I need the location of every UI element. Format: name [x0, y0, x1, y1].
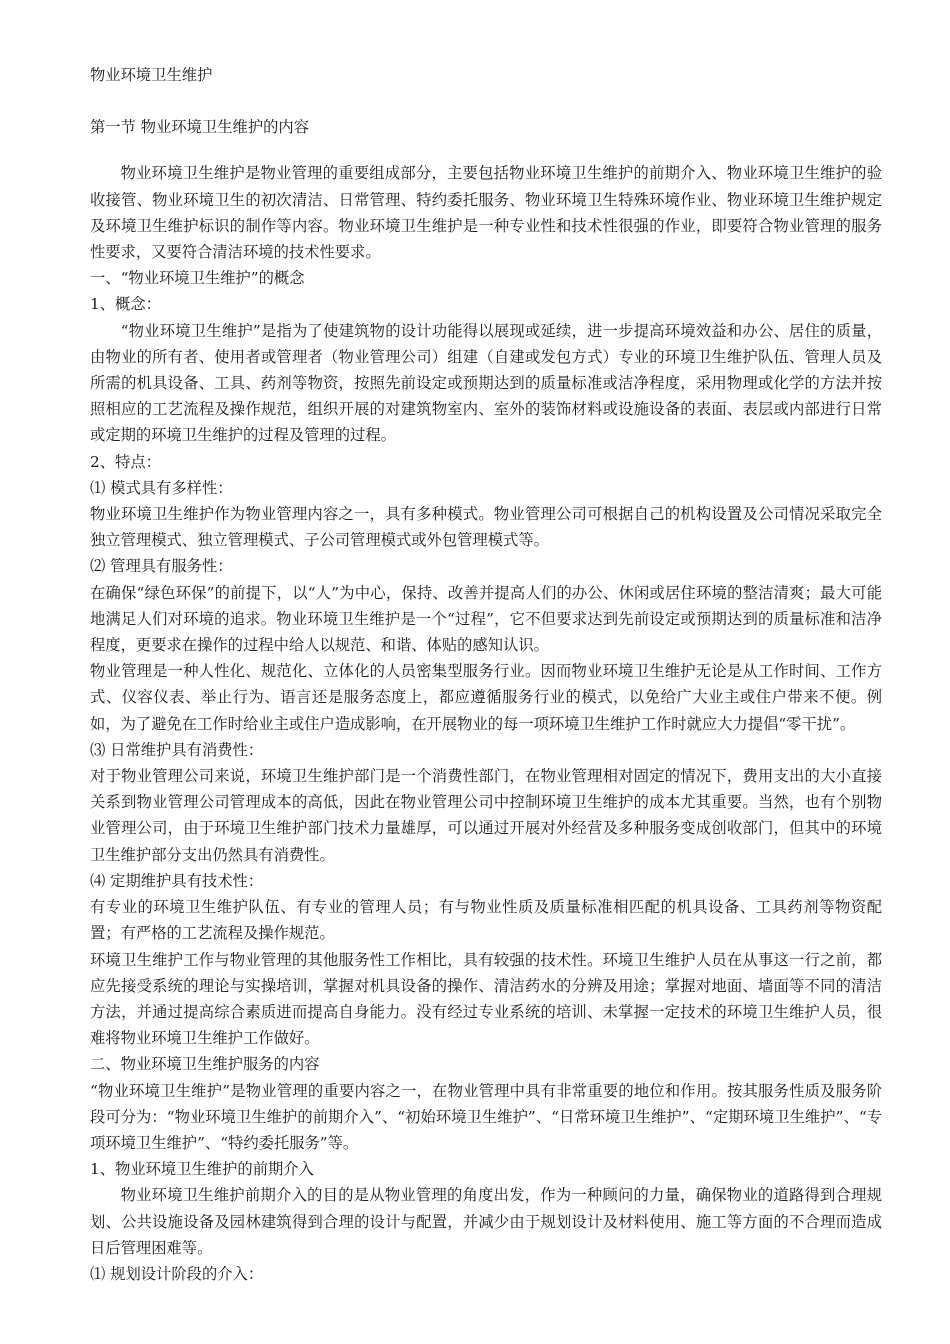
subheading: 1、概念： [90, 295, 161, 314]
subheading: 1、物业环境卫生维护的前期介入 [90, 1160, 314, 1179]
body-paragraph: “物业环境卫生维护”是物业管理的重要内容之一，在物业管理中具有非常重要的地位和作用。按其服务性质及服务阶段可分为：“物业环境卫生维护的前期介入”、“初始环境卫生维护”、“日常环境卫生维护”、“定期环境卫生维护”、“专项环境卫生维护”、“特约委托服务”等。 [90, 1081, 882, 1152]
body-paragraph: 对于物业管理公司来说，环境卫生维护部门是一个消费性部门，在物业管理相对固定的情况下，费用支出的大小直接关系到物业管理公司管理成本的高低，因此在物业管理公司中控制环境卫生维护的成本尤其重要。当然，也有个别物业管理公司，由于环境卫生维护部门技术力量雄厚，可以通过开展对外经营及多种服务变成创收部门，但其中的环境卫生维护部分支出仍然具有消费性。 [90, 767, 882, 864]
subheading: 2、特点： [90, 452, 161, 471]
document-page [90, 62, 882, 1287]
body-paragraph: 在确保“绿色环保”的前提下，以“人”为中心，保持、改善并提高人们的办公、休闲或居住环境的整洁清爽；最大可能地满足人们对环境的追求。物业环境卫生维护是一个“过程”，它不但要求达到先前设定或预期达到的质量标准和洁净程度，更要求在操作的过程中给人以规范、和谐、体贴的感知认识。 [90, 583, 882, 655]
list-heading: ⑴ 规划设计阶段的介入： [90, 1264, 264, 1283]
body-paragraph: 环境卫生维护工作与物业管理的其他服务性工作相比，具有较强的技术性。环境卫生维护人员在从事这一行之前，都应先接受系统的理论与实操培训，掌握对机具设备的操作、清洁药水的分辨及用途；掌握对地面、墙面等不同的清洁方法，并通过提高综合素质进而提高自身能力。没有经过专业系统的培训、未掌握一定技术的环境卫生维护人员，很难将物业环境卫生维护工作做好。 [90, 950, 882, 1048]
heading: 二、物业环境卫生维护服务的内容 [90, 1055, 320, 1074]
document-title: 物业环境卫生维护 [90, 66, 213, 84]
body-paragraph: 物业环境卫生维护作为物业管理内容之一，具有多种模式。物业管理公司可根据自己的机构设置及公司情况采取完全独立管理模式、独立管理模式、子公司管理模式或外包管理模式等。 [90, 505, 882, 550]
spacer [90, 88, 882, 114]
list-heading: ⑵ 管理具有服务性： [90, 557, 233, 576]
spacer [90, 140, 882, 160]
list-heading: ⑴ 模式具有多样性： [90, 478, 233, 497]
body-paragraph: 有专业的环境卫生维护队伍、有专业的管理人员；有与物业性质及质量标准相匹配的机具设备、工具药剂等物资配置；有严格的工艺流程及操作规范。 [90, 898, 882, 943]
list-heading: ⑷ 定期维护具有技术性： [90, 871, 264, 890]
body-paragraph: 物业管理是一种人性化、规范化、立体化的人员密集型服务行业。因而物业环境卫生维护无论是从工作时间、工作方式、仪容仪表、举止行为、语言还是服务态度上，都应遵循服务行业的模式，以免给广大业主或住户带来不便。例如，为了避免在工作时给业主或住户造成影响，在开展物业的每一项环境卫生维护工作时就应大力提倡“零干扰”。 [90, 662, 882, 733]
section-title: 第一节 物业环境卫生维护的内容 [90, 118, 310, 137]
heading: 一、“物业环境卫生维护”的概念 [90, 269, 305, 288]
body-paragraph: 物业环境卫生维护前期介入的目的是从物业管理的角度出发，作为一种顾问的力量，确保物业的道路得到合理规划、公共设施设备及园林建筑得到合理的设计与配置，并减少由于规划设计及材料使用、施工等方面的不合理而造成日后管理困难等。 [90, 1186, 882, 1257]
body-paragraph: 物业环境卫生维护是物业管理的重要组成部分，主要包括物业环境卫生维护的前期介入、物业环境卫生维护的验收接管、物业环境卫生的初次清洁、日常管理、特约委托服务、物业环境卫生特殊环境作业、物业环境卫生维护规定及环境卫生维护标识的制作等内容。物业环境卫生维护是一种专业性和技术性很强的作业，即要符合物业管理的服务性要求，又要符合清洁环境的技术性要求。 [90, 164, 882, 262]
body-paragraph: “物业环境卫生维护”是指为了使建筑物的设计功能得以展现或延续，进一步提高环境效益和办公、居住的质量，由物业的所有者、使用者或管理者（物业管理公司）组建（自建或发包方式）专业的环境卫生维护队伍、管理人员及所需的机具设备、工具、药剂等物资，按照先前设定或预期达到的质量标准或洁净程度，采用物理或化学的方法并按照相应的工艺流程及操作规范，组织开展的对建筑物室内、室外的装饰材料或设施设备的表面、表层或内部进行日常或定期的环境卫生维护的过程及管理的过程。 [90, 321, 882, 445]
list-heading: ⑶ 日常维护具有消费性： [90, 740, 264, 759]
